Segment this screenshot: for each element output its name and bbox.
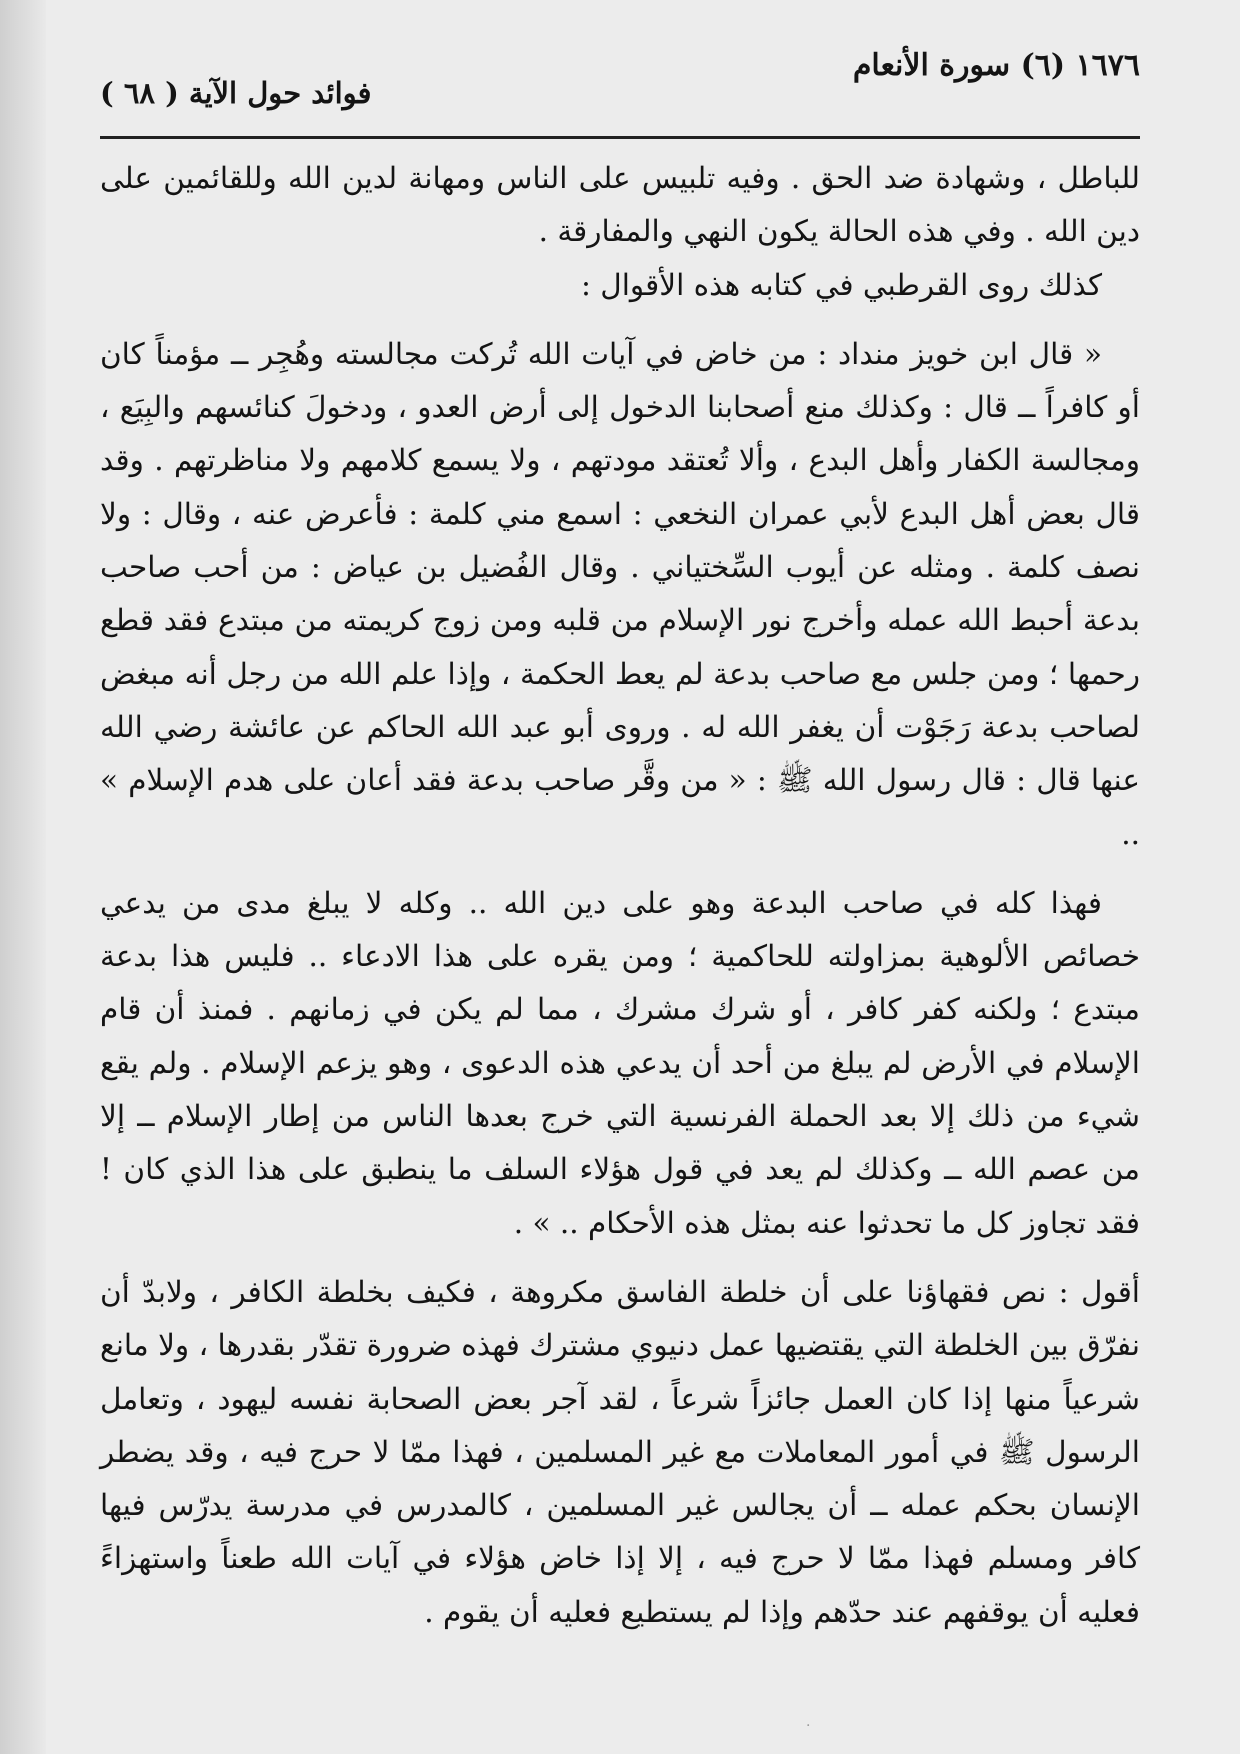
page-number: ١٦٧٦ — [1075, 48, 1140, 83]
header-page-and-surah — [853, 48, 1140, 83]
surah-title: (٦) سورة الأنعام — [852, 48, 1066, 83]
main-text — [100, 152, 1140, 1639]
section-topic: فوائد حول الآية ( ٦٨ ) — [100, 76, 372, 110]
scan-speck: · — [806, 1718, 811, 1734]
running-header — [100, 48, 1140, 112]
header-rule — [100, 136, 1140, 139]
paragraph-5: أقول : نص فقهاؤنا على أن خلطة الفاسق مكروهة ، فكيف بخلطة الكافر ، ولابدّ أن نفرّق بين الخلطة التي يقتضيها عمل دنيوي مشترك فهذه ضرورة تقدّر بقدرها ، ولا مانع شرعياً منها إذا كان العمل جائزاً شرعاً ، لقد آجر بعض الصحابة نفسه ليهود ، وتعامل الرسول ﷺ في أمور المعاملات مع غير المسلمين ، فهذا ممّا لا حرج فيه ، وقد يضطر الإنسان بحكم عمله ــ أن يجالس غير المسلمين ، كالمدرس في مدرسة يدرّس فيها كافر ومسلم فهذا ممّا لا حرج فيه ، إلا إذا خاض هؤلاء في آيات الله طعناً واستهزاءً فعليه أن يوقفهم عند حدّهم وإذا لم يستطيع فعليه أن يقوم . — [100, 1274, 1140, 1629]
paragraph-1: للباطل ، وشهادة ضد الحق . وفيه تلبيس على الناس ومهانة لدين الله وللقائمين على دين الله . وفي هذه الحالة يكون النهي والمفارقة . — [100, 161, 1140, 249]
paragraph-4: فهذا كله في صاحب البدعة وهو على دين الله .. وكله لا يبلغ مدى من يدعي خصائص الألوهية بمزاولته للحاكمية ؛ ومن يقره على هذا الادعاء .. فليس هذا بدعة مبتدع ؛ ولكنه كفر كافر ، أو شرك مشرك ، مما لم يكن في زمانهم . فمنذ أن قام الإسلام في الأرض لم يبلغ من أحد أن يدعي هذه الدعوى ، وهو يزعم الإسلام . ولم يقع شيء من ذلك إلا بعد الحملة الفرنسية التي خرج بعدها الناس من إطار الإسلام ــ إلا من عصم الله ــ وكذلك لم يعد في قول هؤلاء السلف ما ينطبق على هذا الذي كان ! فقد تجاوز كل ما تحدثوا عنه بمثل هذه الأحكام .. » . — [100, 885, 1140, 1240]
page-gutter-shadow — [0, 0, 46, 1754]
quotation-paragraph: « قال ابن خويز منداد : من خاض في آيات الله تُركت مجالسته وهُجِر ــ مؤمناً كان أو كافراً ــ قال : وكذلك منع أصحابنا الدخول إلى أرض العدو ، ودخولَ كنائسهم والبِيَع ، ومجالسة الكفار وأهل البدع ، وألا تُعتقد مودتهم ، ولا يسمع كلامهم ولا مناظرتهم . وقد قال بعض أهل البدع لأبي عمران النخعي : اسمع مني كلمة : فأعرض عنه ، وقال : ولا نصف كلمة . ومثله عن أيوب السِّختياني . وقال الفُضيل بن عياض : من أحب صاحب بدعة أحبط الله عمله وأخرج نور الإسلام من قلبه ومن زوج كريمته من مبتدع فقد قطع رحمها ؛ ومن جلس مع صاحب بدعة لم يعط الحكمة ، وإذا علم الله من رجل أنه مبغض لصاحب بدعة رَجَوْت أن يغفر الله له . وروى أبو عبد الله الحاكم عن عائشة رضي الله عنها قال : قال رسول الله ﷺ : « من وقَّر صاحب بدعة فقد أعان على هدم الإسلام » .. — [100, 336, 1140, 851]
paragraph-2: كذلك روى القرطبي في كتابه هذه الأقوال : — [580, 267, 1102, 302]
